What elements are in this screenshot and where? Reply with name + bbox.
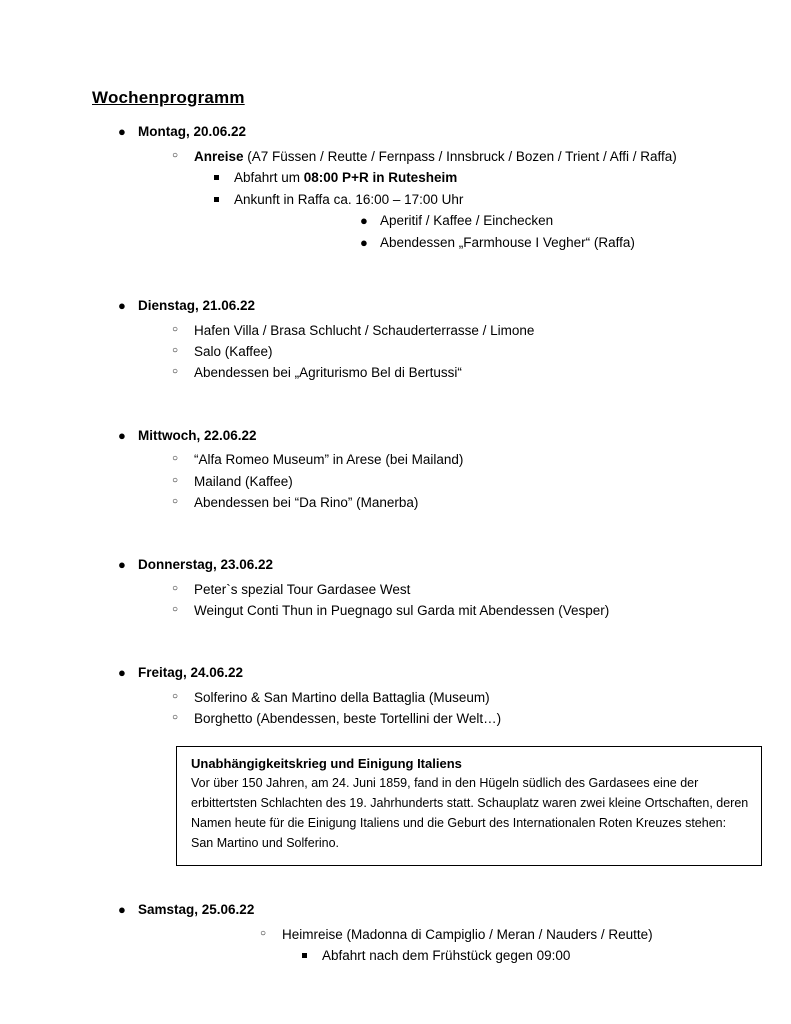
circle-bullet-icon: ○ xyxy=(172,712,179,724)
page-title: Wochenprogramm xyxy=(92,88,245,107)
circle-bullet-icon: ○ xyxy=(172,691,179,703)
square-bullet-icon xyxy=(302,953,307,958)
item-text: “Alfa Romeo Museum” in Arese (bei Mailand) xyxy=(194,452,464,468)
list-item xyxy=(194,189,736,254)
day-tuesday-label: Dienstag, 21.06.22 xyxy=(138,298,256,314)
list-item xyxy=(194,167,736,189)
sub-sub-item-text: Aperitif / Kaffee / Einchecken xyxy=(380,213,554,229)
day-wednesday-heading xyxy=(92,426,736,447)
program-list xyxy=(92,122,736,730)
circle-bullet-icon: ○ xyxy=(172,149,179,161)
list-item xyxy=(234,232,736,254)
sub-item-bold: 08:00 P+R in Rutesheim xyxy=(303,170,458,186)
day-thursday-items xyxy=(92,579,736,621)
info-box xyxy=(176,746,762,866)
day-monday-heading xyxy=(92,122,736,143)
list-item xyxy=(92,708,736,729)
monday-sub-items xyxy=(194,167,736,254)
program-list-saturday xyxy=(92,900,736,967)
info-box-title: Unabhängigkeitskrieg und Einigung Italiens xyxy=(191,755,462,771)
item-text: Mailand (Kaffee) xyxy=(194,473,293,489)
day-saturday-items xyxy=(92,924,736,967)
circle-bullet-icon: ○ xyxy=(172,323,179,335)
item-text: Abendessen bei „Agriturismo Bel di Bertussi“ xyxy=(194,365,462,381)
list-item xyxy=(92,341,736,362)
list-item xyxy=(234,210,736,232)
circle-bullet-icon: ○ xyxy=(172,366,179,378)
item-text: (A7 Füssen / Reutte / Fernpass / Innsbruck / Bozen / Trient / Affi / Raffa) xyxy=(243,148,677,164)
bullet-icon: ● xyxy=(360,213,368,229)
circle-bullet-icon: ○ xyxy=(172,474,179,486)
day-tuesday-items xyxy=(92,320,736,384)
list-item xyxy=(92,471,736,492)
day-friday xyxy=(92,663,736,729)
sub-item-text: Ankunft in Raffa ca. 16:00 – 17:00 Uhr xyxy=(234,191,464,207)
circle-bullet-icon: ○ xyxy=(172,345,179,357)
bullet-icon: ● xyxy=(360,235,368,251)
circle-bullet-icon: ○ xyxy=(172,495,179,507)
item-text: Abendessen bei “Da Rino” (Manerba) xyxy=(194,494,419,510)
day-saturday xyxy=(92,900,736,967)
day-thursday-heading xyxy=(92,555,736,576)
item-text: Borghetto (Abendessen, beste Tortellini der Welt…) xyxy=(194,711,502,727)
day-monday xyxy=(92,122,736,254)
square-bullet-icon xyxy=(214,197,219,202)
list-item xyxy=(92,362,736,383)
sub-sub-item-text: Abendessen „Farmhouse I Vegher“ (Raffa) xyxy=(380,235,635,251)
bullet-icon: ● xyxy=(118,124,126,139)
spacer xyxy=(92,637,736,663)
spacer xyxy=(92,866,736,900)
item-bold-prefix: Anreise xyxy=(194,148,244,164)
day-wednesday xyxy=(92,426,736,513)
circle-bullet-icon: ○ xyxy=(260,927,267,939)
bullet-icon: ● xyxy=(118,901,126,917)
circle-bullet-icon: ○ xyxy=(172,604,179,616)
day-saturday-label: Samstag, 25.06.22 xyxy=(138,901,255,917)
day-tuesday-heading xyxy=(92,296,736,317)
info-box-text: Vor über 150 Jahren, am 24. Juni 1859, fand in den Hügeln südlich des Gardasees eine der erbittertsten Schlachten des 19. Jahrhunderts statt. Schauplatz waren zwei kleine Ortschaften, deren Namen heute für die Einigung Italiens und die Geburt des Internationalen Roten Kreuzes stehen: San Martino und Solferino. xyxy=(191,775,749,851)
spacer xyxy=(92,400,736,426)
day-friday-items xyxy=(92,687,736,729)
list-item xyxy=(282,945,736,967)
list-item xyxy=(92,600,736,621)
circle-bullet-icon: ○ xyxy=(172,453,179,465)
list-item xyxy=(92,320,736,341)
saturday-sub-items xyxy=(282,945,736,967)
bullet-icon: ● xyxy=(118,556,126,572)
bullet-icon: ● xyxy=(118,298,126,314)
day-wednesday-label: Mittwoch, 22.06.22 xyxy=(138,427,257,443)
list-item xyxy=(92,449,736,470)
day-friday-heading xyxy=(92,663,736,684)
spacer xyxy=(92,529,736,555)
list-item xyxy=(92,687,736,708)
item-text: Weingut Conti Thun in Puegnago sul Garda mit Abendessen (Vesper) xyxy=(194,603,610,619)
spacer xyxy=(92,270,736,296)
day-friday-label: Freitag, 24.06.22 xyxy=(138,665,244,681)
day-wednesday-items xyxy=(92,449,736,513)
circle-bullet-icon: ○ xyxy=(172,582,179,594)
square-bullet-icon xyxy=(214,175,219,180)
list-item xyxy=(92,924,736,967)
day-tuesday xyxy=(92,296,736,383)
day-monday-items xyxy=(92,146,736,254)
item-text: Peter`s spezial Tour Gardasee West xyxy=(194,581,411,597)
item-text: Solferino & San Martino della Battaglia (Museum) xyxy=(194,690,490,706)
item-text: Hafen Villa / Brasa Schlucht / Schauderterrasse / Limone xyxy=(194,322,535,338)
bullet-icon: ● xyxy=(118,665,126,681)
sub-item-text: Abfahrt nach dem Frühstück gegen 09:00 xyxy=(322,947,571,963)
day-thursday xyxy=(92,555,736,621)
list-item xyxy=(92,579,736,600)
day-saturday-heading xyxy=(92,900,736,921)
item-text: Heimreise (Madonna di Campiglio / Meran / Nauders / Reutte) xyxy=(282,926,653,942)
day-thursday-label: Donnerstag, 23.06.22 xyxy=(138,556,274,572)
sub-item-text: Abfahrt um xyxy=(234,170,304,186)
bullet-icon: ● xyxy=(118,427,126,443)
list-item xyxy=(92,492,736,513)
item-text: Salo (Kaffee) xyxy=(194,344,273,360)
monday-sub-sub-items xyxy=(234,210,736,254)
list-item xyxy=(92,146,736,254)
day-monday-label: Montag, 20.06.22 xyxy=(138,124,247,139)
